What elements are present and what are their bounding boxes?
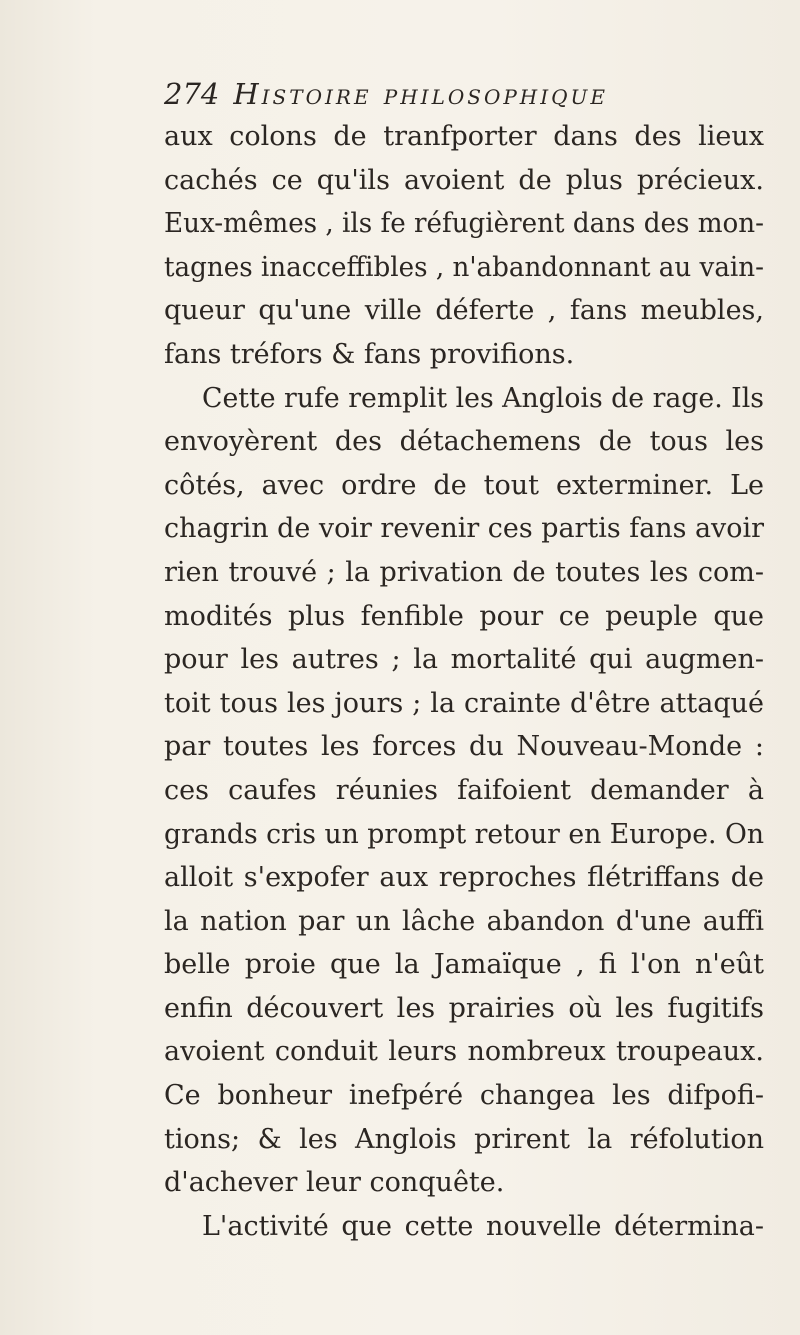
page-number: 274 <box>164 77 220 111</box>
text-line: Ce bonheur inefpéré changea les difpofi- <box>164 1080 764 1112</box>
text-line: côtés, avec ordre de tout exterminer. Le <box>164 469 764 501</box>
text-line: cachés ce qu'ils avoient de plus précieux. <box>164 164 764 196</box>
text-line: aux colons de tranfporter dans des lieux <box>164 121 764 152</box>
text-line: pour les autres ; la mortalité qui augmen- <box>164 644 764 676</box>
text-line: tions; & les Anglois prirent la réfolution <box>164 1123 764 1155</box>
text-line: d'achever leur conquête. <box>164 1167 505 1199</box>
text-line: alloit s'expofer aux reproches flétriffans de <box>164 862 764 894</box>
text-line: modités plus fenfible pour ce peuple que <box>164 600 764 632</box>
text-line: la nation par un lâche abandon d'une auffi <box>164 905 764 937</box>
text-line: queur qu'une ville déferte , fans meubles, <box>164 295 764 327</box>
text-line: belle proie que la Jamaïque , fi l'on n'eût <box>164 949 764 981</box>
text-line: envoyèrent des détachemens de tous les <box>164 426 764 458</box>
text-line: avoient conduit leurs nombreux troupeaux. <box>164 1036 764 1068</box>
running-title: Histoire philosophique <box>233 77 608 111</box>
text-line: Eux-mêmes , ils fe réfugièrent dans des mon- <box>164 208 764 240</box>
text-line: tagnes inacceffibles , n'abandonnant au vain- <box>164 251 764 283</box>
text-line: rien trouvé ; la privation de toutes les com- <box>164 556 764 588</box>
text-line: grands cris un prompt retour en Europe. On <box>164 818 764 850</box>
text-line: chagrin de voir revenir ces partis fans avoir <box>164 513 764 545</box>
running-head <box>164 74 764 114</box>
text-line: toit tous les jours ; la crainte d'être attaqué <box>164 687 764 719</box>
text-line: par toutes les forces du Nouveau-Monde : <box>164 731 764 763</box>
paragraph-start-line: L'activité que cette nouvelle détermina- <box>202 1210 764 1242</box>
text-line: fans tréfors & fans provifions. <box>164 338 575 370</box>
paragraph-start-line: Cette rufe remplit les Anglois de rage. Ils <box>202 382 764 414</box>
text-line: ces caufes réunies faifoient demander à <box>164 774 764 806</box>
text-line: enfin découvert les prairies où les fugitifs <box>164 992 764 1024</box>
body-text <box>164 115 764 1248</box>
